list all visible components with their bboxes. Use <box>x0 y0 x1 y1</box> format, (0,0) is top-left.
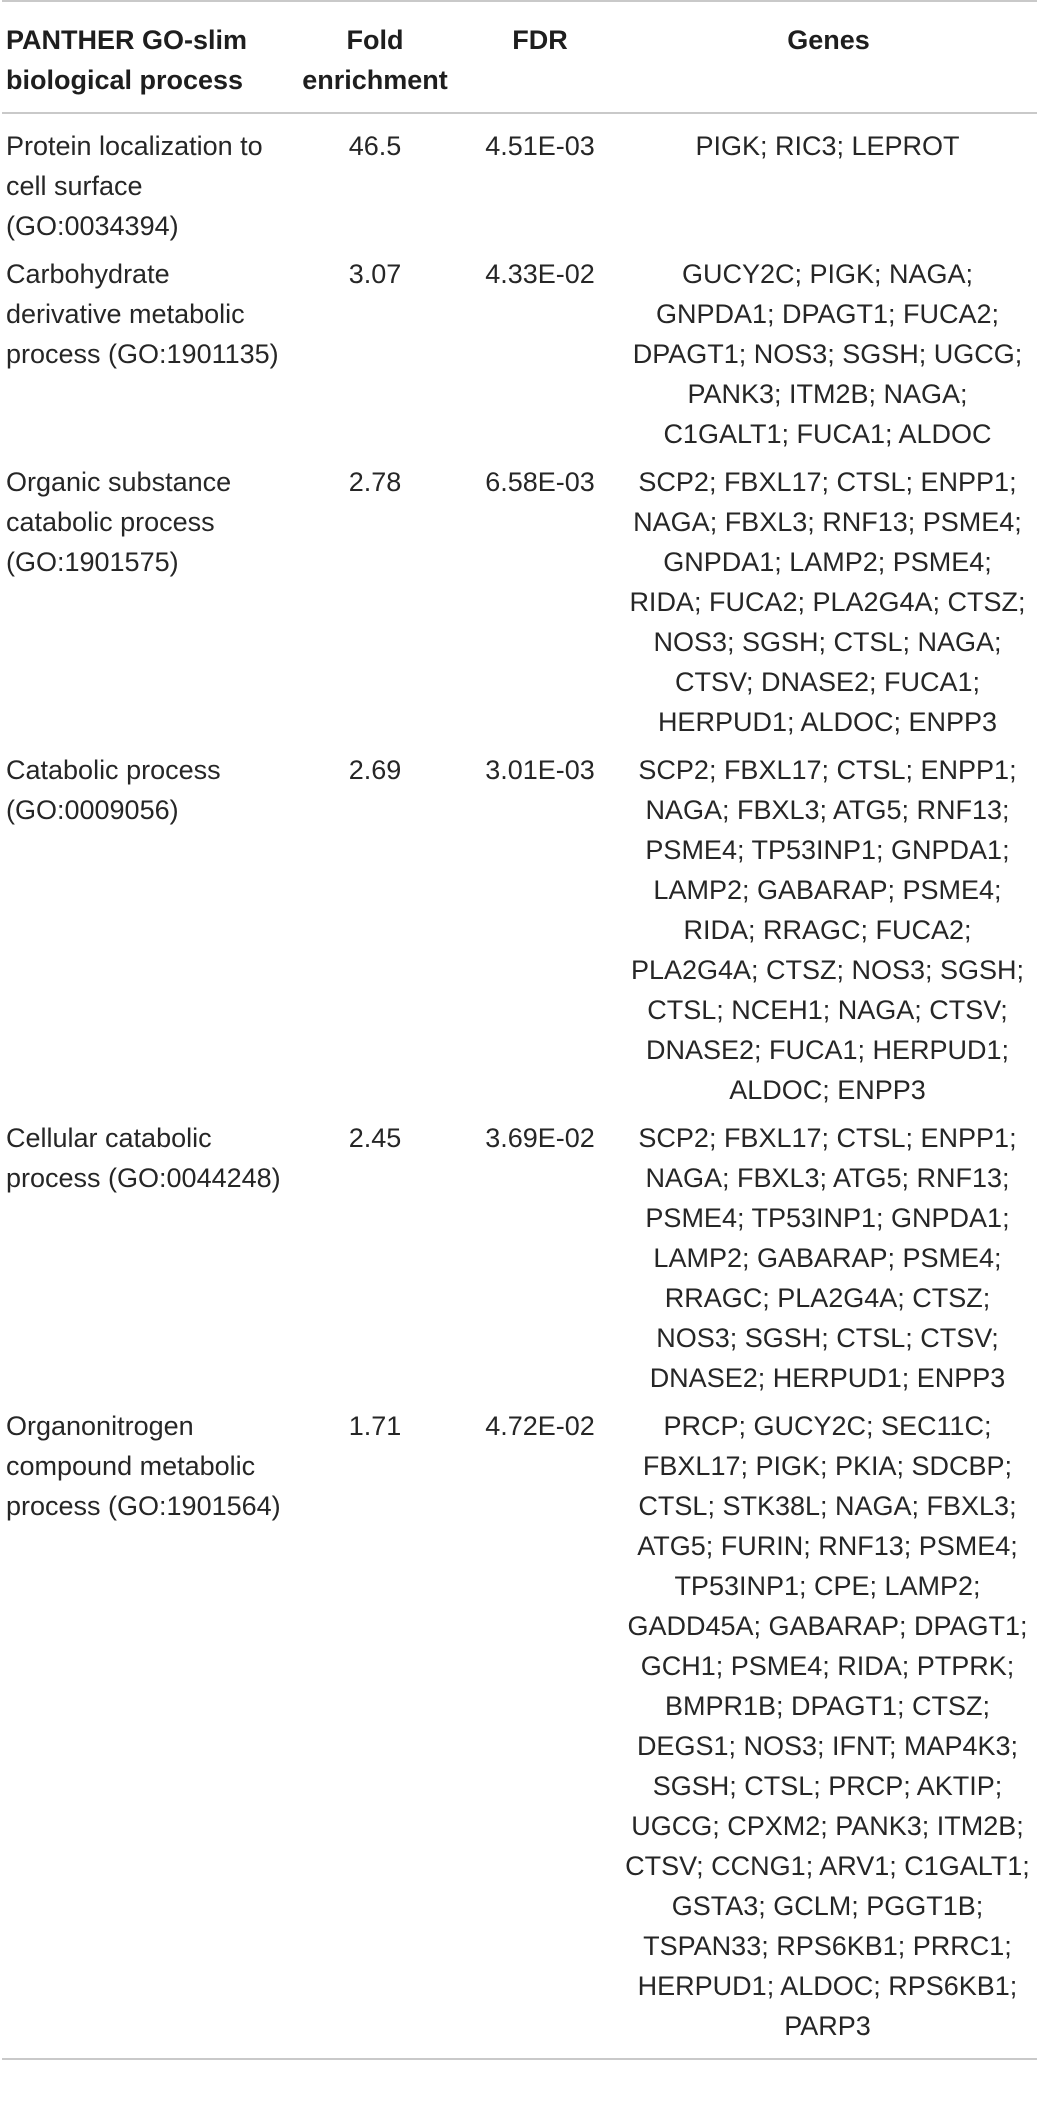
header-genes: Genes <box>620 1 1037 113</box>
genes-cell: GUCY2C; PIGK; NAGA; GNPDA1; DPAGT1; FUCA2; DPAGT1; NOS3; SGSH; UGCG; PANK3; ITM2B; NAGA; C1GALT1; FUCA1; ALDOC <box>632 259 1023 449</box>
process-cell: Catabolic process (GO:0009056) <box>6 755 221 825</box>
fdr-cell: 4.51E-03 <box>485 131 595 161</box>
table-body <box>2 113 1037 2059</box>
table-row <box>2 750 1037 1118</box>
header-process: PANTHER GO-slim biological process <box>2 1 290 113</box>
go-enrichment-table <box>2 0 1037 2060</box>
process-cell: Cellular catabolic process (GO:0044248) <box>6 1123 281 1193</box>
fold-enrichment-cell: 46.5 <box>348 131 402 161</box>
fdr-cell: 3.69E-02 <box>485 1123 595 1153</box>
genes-cell: PIGK; RIC3; LEPROT <box>695 131 960 161</box>
fdr-cell: 6.58E-03 <box>485 467 595 497</box>
genes-cell: SCP2; FBXL17; CTSL; ENPP1; NAGA; FBXL3; ATG5; RNF13; PSME4; TP53INP1; GNPDA1; LAMP2; GABARAP; PSME4; RIDA; RRAGC; FUCA2; PLA2G4A; CTSZ; NOS3; SGSH; CTSL; NCEH1; NAGA; CTSV; DNASE2; FUCA1; HERPUD1; ALDOC; ENPP3 <box>630 755 1025 1105</box>
table-row <box>2 1406 1037 2059</box>
header-row <box>2 1 1037 113</box>
process-cell: Organonitrogen compound metabolic process (GO:1901564) <box>2 1406 290 2059</box>
process-cell: Protein localization to cell surface (GO:0034394) <box>6 131 263 241</box>
table-row <box>2 1118 1037 1406</box>
table-row <box>2 254 1037 462</box>
table-row <box>2 462 1037 750</box>
genes-cell: SCP2; FBXL17; CTSL; ENPP1; NAGA; FBXL3; ATG5; RNF13; PSME4; TP53INP1; GNPDA1; LAMP2; GABARAP; PSME4; RRAGC; PLA2G4A; CTSZ; NOS3; SGSH; CTSL; CTSV; DNASE2; HERPUD1; ENPP3 <box>638 1123 1017 1393</box>
fold-enrichment-cell: 1.71 <box>290 1406 460 2059</box>
process-cell: Carbohydrate derivative metabolic process (GO:1901135) <box>6 259 279 369</box>
header-fold-enrichment: Fold enrichment <box>290 1 460 113</box>
header-fdr: FDR <box>460 1 620 113</box>
genes-cell: SCP2; FBXL17; CTSL; ENPP1; NAGA; FBXL3; RNF13; PSME4; GNPDA1; LAMP2; PSME4; RIDA; FUCA2; PLA2G4A; CTSZ; NOS3; SGSH; CTSL; NAGA; CTSV; DNASE2; FUCA1; HERPUD1; ALDOC; ENPP3 <box>629 467 1026 737</box>
fold-enrichment-cell: 2.78 <box>348 467 402 497</box>
fdr-cell: 3.01E-03 <box>485 755 595 785</box>
fdr-cell: 4.72E-02 <box>460 1406 620 2059</box>
fold-enrichment-cell: 2.69 <box>348 755 402 785</box>
table-row <box>2 113 1037 254</box>
fdr-cell: 4.33E-02 <box>485 259 595 289</box>
fold-enrichment-cell: 3.07 <box>348 259 402 289</box>
table-header <box>2 1 1037 113</box>
fold-enrichment-cell: 2.45 <box>348 1123 402 1153</box>
genes-cell: PRCP; GUCY2C; SEC11C; FBXL17; PIGK; PKIA; SDCBP; CTSL; STK38L; NAGA; FBXL3; ATG5; FURIN; RNF13; PSME4; TP53INP1; CPE; LAMP2; GADD45A; GABARAP; DPAGT1; GCH1; PSME4; RIDA; PTPRK; BMPR1B; DPAGT1; CTSZ; DEGS1; NOS3; IFNT; MAP4K3; SGSH; CTSL; PRCP; AKTIP; UGCG; CPXM2; PANK3; ITM2B; CTSV; CCNG1; ARV1; C1GALT1; GSTA3; GCLM; PGGT1B; TSPAN33; RPS6KB1; PRRC1; HERPUD1; ALDOC; RPS6KB1; PARP3 <box>620 1406 1037 2059</box>
process-cell: Organic substance catabolic process (GO:1901575) <box>6 467 232 577</box>
